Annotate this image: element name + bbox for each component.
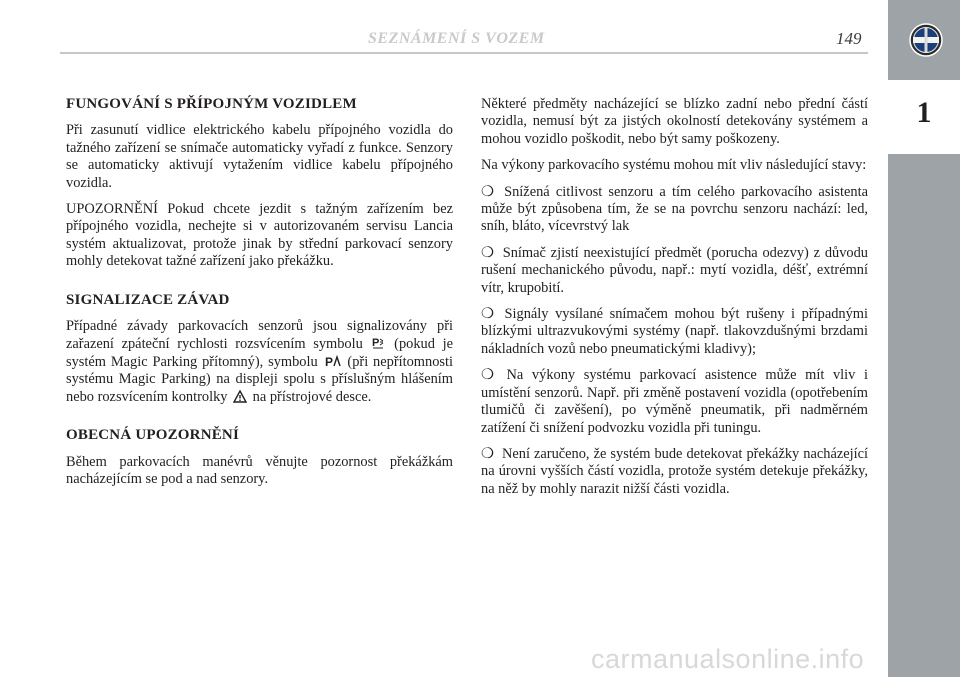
svg-text:P: P	[324, 354, 333, 368]
bullet-item	[481, 306, 868, 358]
lancia-logo-icon	[908, 22, 944, 58]
bullet-icon: ❍	[481, 244, 494, 261]
bullet-text: Není zaručeno, že systém bude detekovat překážky nacházející na úrovni vyšších částí vozidla, protože systém detekuje překážky, na něž by mohly narazit nižší části vozidla.	[481, 445, 868, 497]
warning-triangle-icon	[233, 390, 247, 403]
fault-text-2: (pokud je systém Magic Parking přítomný), symbolu	[66, 336, 453, 370]
paragraph-conditions: Na výkony parkovacího systému mohou mít vliv následující stavy:	[481, 157, 867, 174]
paragraph-warning	[66, 201, 453, 271]
bullet-icon: ❍	[481, 306, 494, 323]
paragraph-fault	[66, 318, 453, 406]
warning-label: UPOZORNĚNÍ	[66, 201, 158, 218]
fault-text-3: (při nepřítomnosti systému Magic Parking) na displeji spolu s příslušným hlášením nebo rozsvícením kontrolky	[66, 353, 453, 405]
heading-trailer-operation: FUNGOVÁNÍ S PŘÍPOJNÝM VOZIDLEM	[66, 96, 357, 112]
left-column	[66, 96, 453, 497]
chapter-number: 1	[916, 96, 932, 129]
bullet-item	[481, 446, 868, 498]
paragraph-trailer: Při zasunutí vidlice elektrického kabelu přípojného vozidla do tažného zařízení se snímače automaticky vyřadí z funkce. Senzory se automaticky aktivují vytažením vidlice kabelu přípojného vozidla.	[66, 122, 453, 191]
bullet-item	[481, 367, 868, 437]
chapter-sidebar	[888, 0, 960, 677]
bullet-icon: ❍	[481, 367, 494, 384]
section-title: SEZNÁMENÍ S VOZEM	[368, 30, 545, 47]
parking-fault-symbol-icon	[325, 354, 341, 368]
parking-sensor-symbol-icon	[372, 335, 384, 350]
bullet-icon: ❍	[481, 445, 494, 462]
bullet-icon: ❍	[481, 183, 494, 200]
paragraph-objects: Některé předměty nacházející se blízko zadní nebo přední částí vozidla, nemusí být za jistých okolností detekovány systémem a mohou vozidlo poškodit, nebo být samy poškozeny.	[481, 96, 868, 147]
svg-text:P: P	[372, 337, 380, 350]
warning-text: Pokud chcete jezdit s tažným zařízením bez přípojného vozidla, nechejte si v autorizovaném servisu Lancia systém aktualizovat, protože jinak by střední parkovací senzory mohly detekovat tažné zařízení jako překážku.	[66, 201, 453, 270]
heading-general-warnings: OBECNÁ UPOZORNĚNÍ	[66, 427, 239, 444]
bullet-text: Na výkony systému parkovací asistence může mít vliv i umístění senzorů. Např. při změně postavení vozidla (opotřebením tlumičů či zavěšení), po výměně pneumatik, při nadměrném zatížení či snížení podvozku vozidla při tuningu.	[481, 367, 868, 436]
paragraph-general: Během parkovacích manévrů věnujte pozornost překážkám nacházejícím se pod a nad senzory.	[66, 453, 453, 487]
header-divider	[60, 52, 868, 54]
page-number: 149	[836, 29, 862, 48]
right-column	[481, 96, 868, 507]
bullet-item	[481, 245, 868, 297]
fault-text-4: na přístrojové desce.	[249, 388, 372, 405]
heading-fault-signalling: SIGNALIZACE ZÁVAD	[66, 291, 230, 308]
fault-text-1: Případné závady parkovacích senzorů jsou signalizovány při zařazení zpáteční rychlosti rozsvícením symbolu	[66, 318, 453, 353]
bullet-item	[481, 184, 868, 236]
bullet-text: Signály vysílané snímačem mohou být rušeny i případnými blízkými ultrazvukovými systémy (např. tlakovzdušnými brzdami nákladních vozů nebo pneumatickými kladivy);	[481, 306, 868, 357]
bullet-text: Snížená citlivost senzoru a tím celého parkovacího asistenta může být způsobena tím, že se na povrchu senzoru nachází: led, sníh, bláto, vícevrstvý lak	[481, 183, 868, 235]
watermark: carmanualsonline.info	[591, 644, 865, 674]
bullet-text: Snímač zjistí neexistující předmět (porucha odezvy) z důvodu rušení mechanického původu, např.: mytí vozidla, déšť, extrémní vítr, krupobití.	[481, 244, 868, 296]
